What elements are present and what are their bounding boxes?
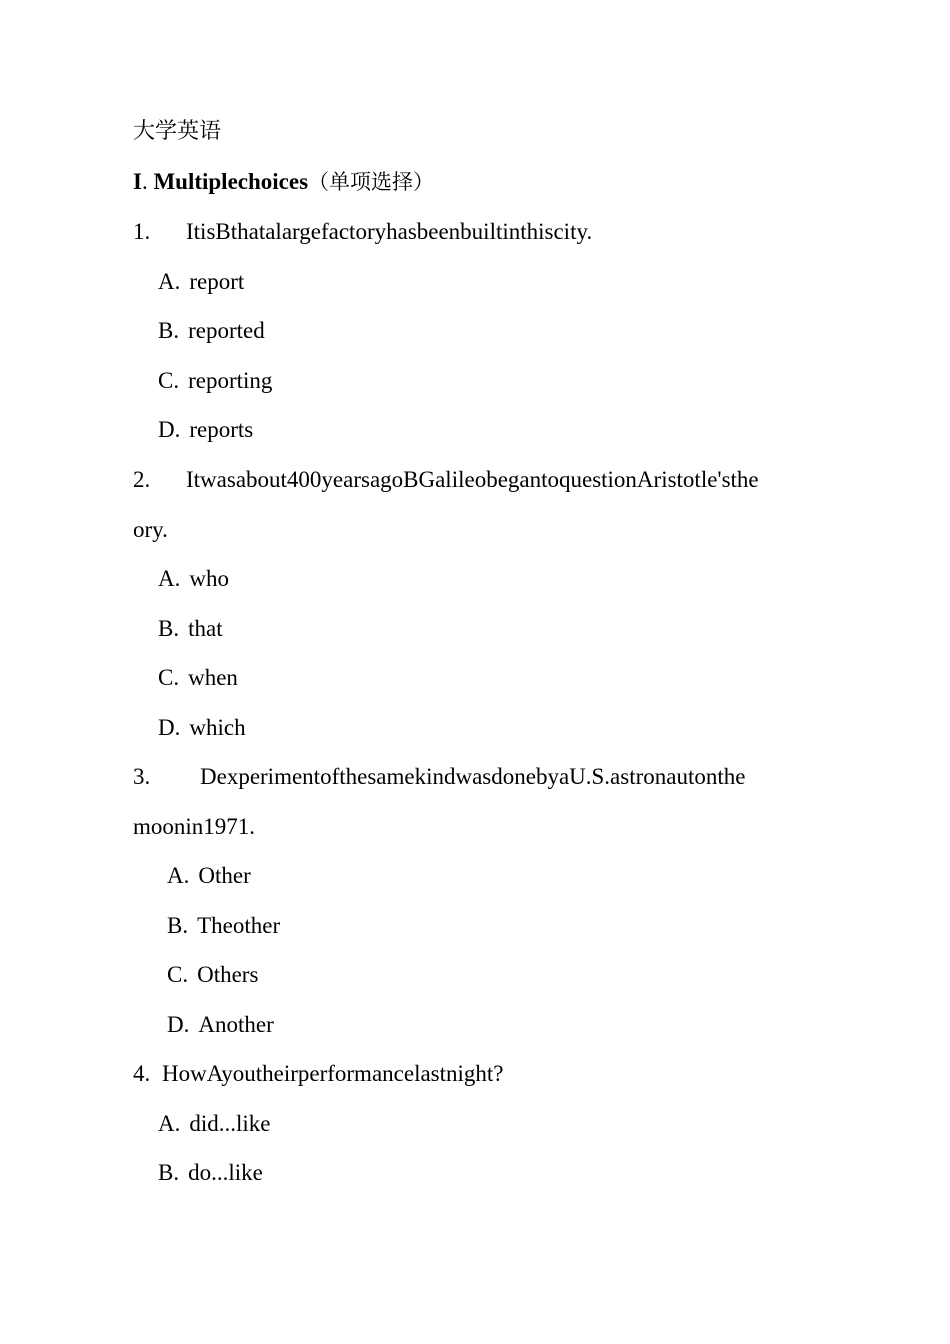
section-numeral: I xyxy=(133,169,142,194)
question-number: 1. xyxy=(133,219,151,244)
option-letter: A. xyxy=(158,1111,181,1136)
option xyxy=(158,316,265,346)
option-letter: B. xyxy=(158,1160,180,1185)
option-text: report xyxy=(189,269,245,294)
option-text: Theother xyxy=(197,913,281,938)
section-name: Multiplechoices xyxy=(153,169,309,194)
option xyxy=(158,663,238,693)
option-letter: B. xyxy=(158,616,180,641)
option-text: reporting xyxy=(188,368,273,393)
question-text: DexperimentofthesamekindwasdonebyaU.S.astronautonthe xyxy=(200,764,746,789)
option xyxy=(167,1010,274,1040)
question-text-continuation: ory. xyxy=(133,517,168,542)
question-number: 3. xyxy=(133,764,151,789)
option xyxy=(158,713,246,743)
section-heading xyxy=(133,167,434,197)
option-letter: C. xyxy=(158,368,180,393)
option-text: which xyxy=(189,715,246,740)
option-letter: C. xyxy=(158,665,180,690)
section-separator: . xyxy=(141,169,148,194)
option xyxy=(158,1158,263,1188)
question-text: Itwasabout400yearsagoBGalileobegantoquestionAristotle'sthe xyxy=(186,467,759,492)
question-number: 2. xyxy=(133,467,151,492)
option-text: reports xyxy=(189,417,254,442)
question-3 xyxy=(133,762,150,792)
question-text: HowAyoutheirperformancelastnight? xyxy=(162,1061,504,1086)
option xyxy=(167,861,251,891)
option-letter: D. xyxy=(167,1012,190,1037)
option xyxy=(158,1109,271,1139)
option-letter: B. xyxy=(167,913,189,938)
section-name-cn: （单项选择） xyxy=(308,170,435,194)
option-letter: C. xyxy=(167,962,189,987)
option-text: when xyxy=(188,665,238,690)
question-4 xyxy=(133,1059,150,1089)
option-letter: D. xyxy=(158,417,181,442)
question-number: 4. xyxy=(133,1061,151,1086)
option-letter: A. xyxy=(158,269,181,294)
option xyxy=(158,564,229,594)
option-text: reported xyxy=(188,318,265,343)
option-letter: A. xyxy=(158,566,181,591)
question-2 xyxy=(133,465,150,495)
option-text: Other xyxy=(198,863,251,888)
document-title: 大学英语 xyxy=(133,119,222,144)
option xyxy=(167,911,280,941)
option-text: do...like xyxy=(188,1160,263,1185)
option-text: who xyxy=(189,566,229,591)
option-text: Another xyxy=(198,1012,274,1037)
option-letter: A. xyxy=(167,863,190,888)
question-text-continuation: moonin1971. xyxy=(133,814,256,839)
option xyxy=(167,960,258,990)
option xyxy=(158,366,272,396)
option-text: did...like xyxy=(189,1111,271,1136)
option-text: that xyxy=(188,616,223,641)
option-text: Others xyxy=(197,962,259,987)
option-letter: D. xyxy=(158,715,181,740)
option xyxy=(158,415,253,445)
option xyxy=(158,267,244,297)
question-1 xyxy=(133,217,150,247)
option-letter: B. xyxy=(158,318,180,343)
question-text: ItisBthatalargefactoryhasbeenbuiltinthiscity. xyxy=(186,219,593,244)
option xyxy=(158,614,223,644)
